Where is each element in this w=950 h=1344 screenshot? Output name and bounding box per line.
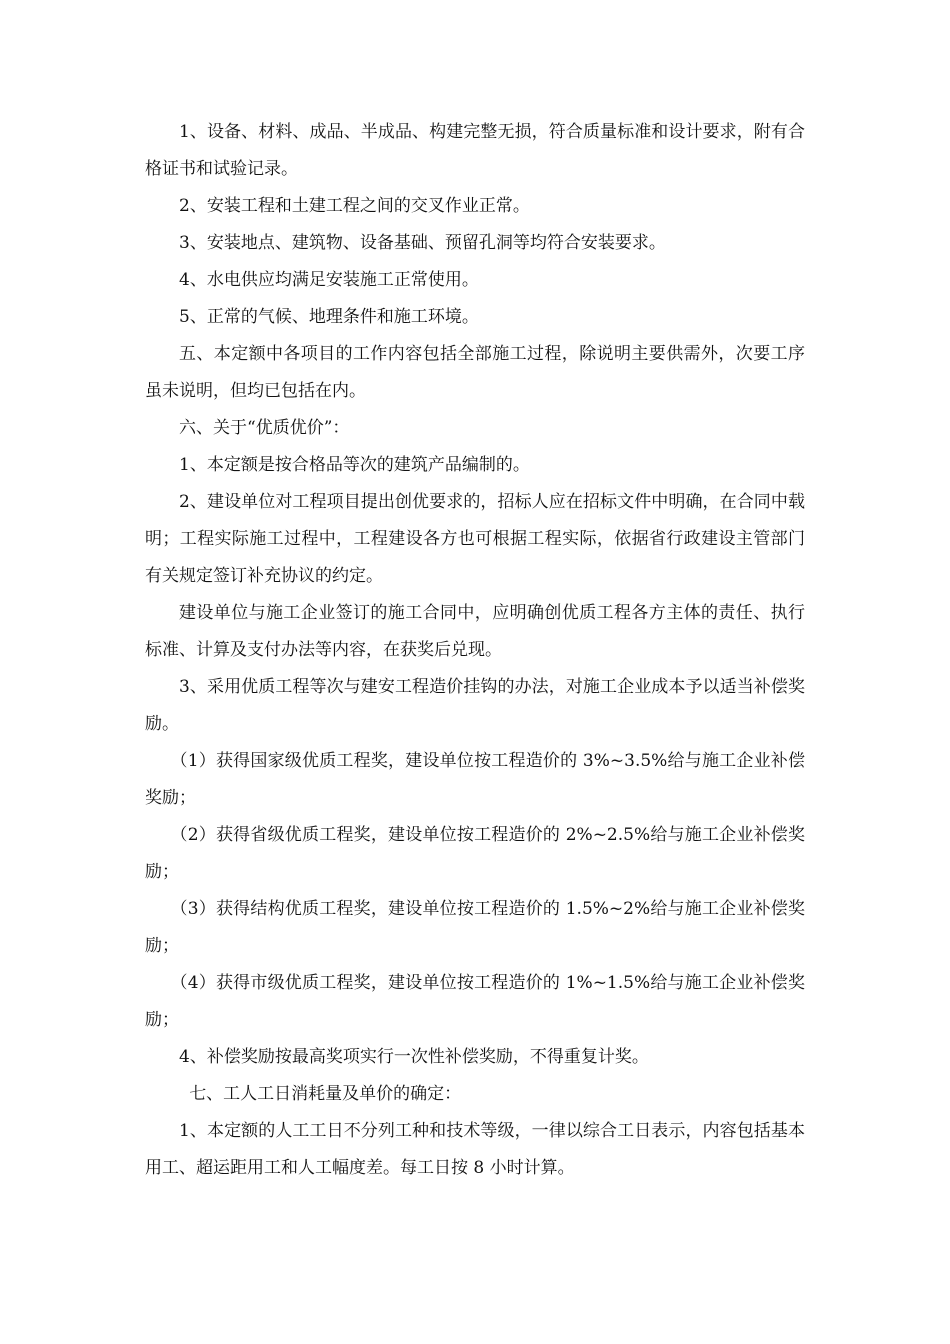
paragraph-section-6-item-4: 4、补偿奖励按最高奖项实行一次性补偿奖励，不得重复计奖。 [179,1047,649,1067]
paragraph-item-2: 2、安装工程和土建工程之间的交叉作业正常。 [179,196,530,216]
paragraph-item-5: 5、正常的气候、地理条件和施工环境。 [179,307,479,327]
paragraph-item-3: 3、安装地点、建筑物、设备基础、预留孔洞等均符合安装要求。 [179,233,666,253]
paragraph-award-municipal: （4）获得市级优质工程奖，建设单位按工程造价的 1%~1.5%给与施工企业补偿奖励； [145,973,805,1030]
paragraph-award-structural: （3）获得结构优质工程奖，建设单位按工程造价的 1.5%~2%给与施工企业补偿奖励； [145,899,805,956]
paragraph-item-4: 4、水电供应均满足安装施工正常使用。 [179,270,479,290]
paragraph-section-6-item-1: 1、本定额是按合格品等次的建筑产品编制的。 [179,455,530,475]
paragraph-section-7-item-1: 1、本定额的人工工日不分列工种和技术等级，一律以综合工日表示，内容包括基本用工、超运距用工和人工幅度差。每工日按 8 小时计算。 [145,1121,805,1178]
paragraph-section-7-heading: 七、工人工日消耗量及单价的确定： [189,1084,462,1104]
paragraph-item-1: 1、设备、材料、成品、半成品、构建完整无损，符合质量标准和设计要求，附有合格证书和试验记录。 [145,122,805,179]
paragraph-section-6-item-3: 3、采用优质工程等次与建安工程造价挂钩的办法，对施工企业成本予以适当补偿奖励。 [145,677,805,734]
document-body [145,114,805,1187]
paragraph-section-5: 五、本定额中各项目的工作内容包括全部施工过程，除说明主要供需外，次要工序虽未说明，但均已包括在内。 [145,344,805,401]
paragraph-award-provincial: （2）获得省级优质工程奖，建设单位按工程造价的 2%~2.5%给与施工企业补偿奖励； [145,825,805,882]
paragraph-section-6-heading: 六、关于“优质优价”： [179,418,350,438]
paragraph-section-6-item-2: 2、建设单位对工程项目提出创优要求的，招标人应在招标文件中明确，在合同中载明；工程实际施工过程中，工程建设各方也可根据工程实际，依据省行政建设主管部门有关规定签订补充协议的约定。 [145,492,805,586]
paragraph-award-national: （1）获得国家级优质工程奖，建设单位按工程造价的 3%~3.5%给与施工企业补偿奖励； [145,751,805,808]
paragraph-contract-note: 建设单位与施工企业签订的施工合同中，应明确创优质工程各方主体的责任、执行标准、计算及支付办法等内容，在获奖后兑现。 [145,603,805,660]
